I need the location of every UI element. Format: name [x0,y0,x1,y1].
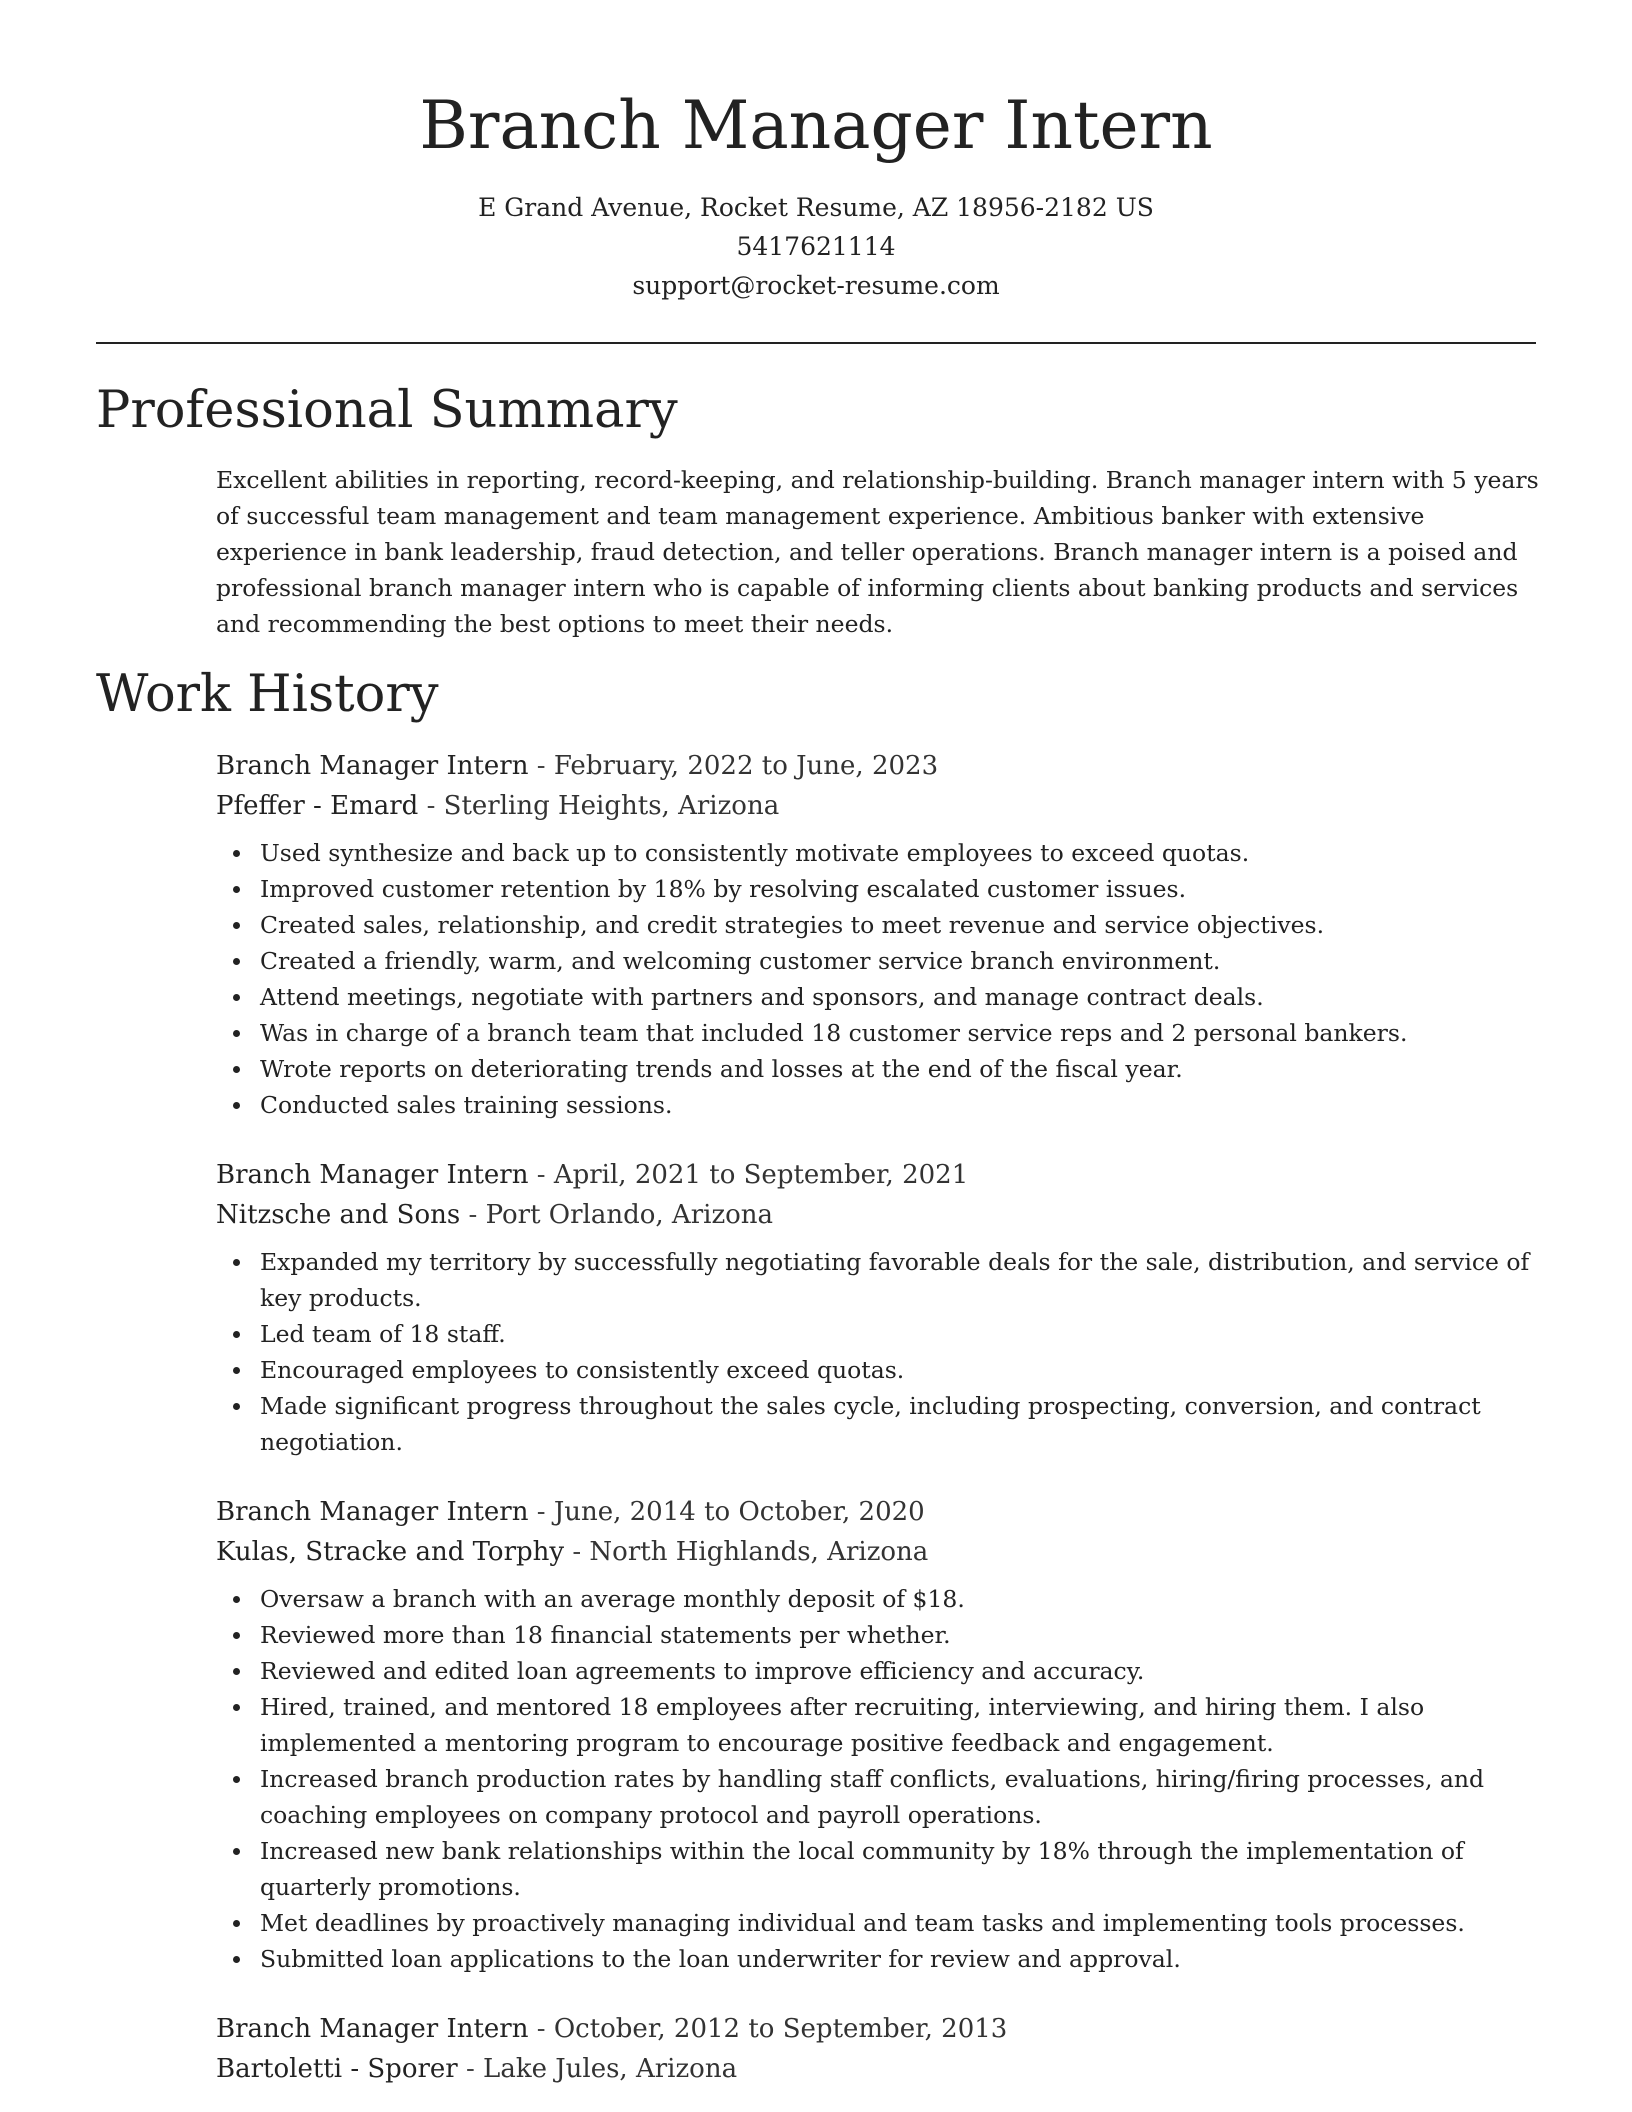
bullet-item: Increased new bank relationships within the local community by 18% through the implementation of quarterly promotions. [216,1833,1542,1905]
bullet-item: Met deadlines by proactively managing individual and team tasks and implementing tools processes. [216,1905,1542,1941]
job-entry [216,1155,1542,1460]
bullet-item: Conducted sales training sessions. [216,1087,1542,1123]
bullet-item: Led team of 18 staff. [216,1316,1542,1352]
bullet-item: Created a friendly, warm, and welcoming customer service branch environment. [216,943,1542,979]
job-title-line [216,746,1542,786]
job-role: Branch Manager Intern [216,1160,529,1190]
job-dates: October, 2012 to September, 2013 [553,2014,1008,2044]
bullet-item: Submitted loan applications to the loan underwriter for review and approval. [216,1941,1542,1977]
job-company-line [216,1532,1542,1572]
bullet-item: Wrote reports on deteriorating trends and losses at the end of the fiscal year. [216,1051,1542,1087]
work-history-list [216,746,1542,2089]
job-entry [216,1492,1542,1977]
bullet-item: Reviewed and edited loan agreements to improve efficiency and accuracy. [216,1653,1542,1689]
summary-heading: Professional Summary [96,381,678,440]
separator: - [528,1497,554,1527]
bullet-item: Expanded my territory by successfully negotiating favorable deals for the sale, distribution, and service of key products. [216,1244,1542,1316]
contact-phone: 5417621114 [736,232,896,261]
job-dates: February, 2022 to June, 2023 [553,751,939,781]
summary-text: Excellent abilities in reporting, record-keeping, and relationship-building. Branch manager intern with 5 years of successful team management and team management experience. Ambitious banker with extensive experience in bank leadership, fraud detection, and teller operations. Branch manager intern is a poised and professional branch manager intern who is capable of informing clients about banking products and services and recommending the best options to meet their needs. [216,466,1539,638]
job-company: Nitzsche and Sons [216,1200,461,1230]
job-entry [216,746,1542,1123]
separator: - [528,751,554,781]
separator: - [418,791,444,821]
bullet-item: Encouraged employees to consistently exceed quotas. [216,1352,1542,1388]
contact-email: support@rocket-resume.com [632,271,1000,300]
job-bullets [216,1581,1542,1977]
job-role: Branch Manager Intern [216,751,529,781]
job-title-line [216,1492,1542,1532]
separator: - [528,1160,554,1190]
job-entry [216,2009,1542,2089]
job-role: Branch Manager Intern [216,1497,529,1527]
work-history-heading: Work History [96,665,439,724]
bullet-item: Hired, trained, and mentored 18 employees after recruiting, interviewing, and hiring them. I also implemented a mentoring program to encourage positive feedback and engagement. [216,1689,1542,1761]
contact-address: E Grand Avenue, Rocket Resume, AZ 18956-2182 US [478,193,1154,222]
header-divider [96,342,1536,344]
bullet-item: Used synthesize and back up to consistently motivate employees to exceed quotas. [216,835,1542,871]
job-company: Pfeffer - Emard [216,791,419,821]
job-bullets [216,1244,1542,1460]
bullet-item: Reviewed more than 18 financial statements per whether. [216,1617,1542,1653]
job-role: Branch Manager Intern [216,2014,529,2044]
separator: - [528,2014,554,2044]
job-bullets [216,835,1542,1123]
job-location: Sterling Heights, Arizona [443,791,780,821]
job-company: Kulas, Stracke and Torphy [216,1537,565,1567]
separator: - [460,1200,486,1230]
bullet-item: Created sales, relationship, and credit strategies to meet revenue and service objectives. [216,907,1542,943]
bullet-item: Attend meetings, negotiate with partners and sponsors, and manage contract deals. [216,979,1542,1015]
separator: - [564,1537,590,1567]
job-company-line [216,1195,1542,1235]
job-dates: April, 2021 to September, 2021 [553,1160,969,1190]
bullet-item: Oversaw a branch with an average monthly deposit of $18. [216,1581,1542,1617]
job-title-line [216,1155,1542,1195]
bullet-item: Improved customer retention by 18% by resolving escalated customer issues. [216,871,1542,907]
job-title-line [216,2009,1542,2049]
job-dates: June, 2014 to October, 2020 [553,1497,925,1527]
bullet-item: Increased branch production rates by handling staff conflicts, evaluations, hiring/firing processes, and coaching employees on company protocol and payroll operations. [216,1761,1542,1833]
contact-info [0,188,1632,305]
bullet-item: Was in charge of a branch team that included 18 customer service reps and 2 personal bankers. [216,1015,1542,1051]
job-location: Port Orlando, Arizona [485,1200,774,1230]
bullet-item: Made significant progress throughout the sales cycle, including prospecting, conversion, and contract negotiation. [216,1388,1542,1460]
resume-header [0,82,1632,305]
job-company-line [216,2049,1542,2089]
job-location: Lake Jules, Arizona [483,2054,738,2084]
job-company-line [216,786,1542,826]
job-location: North Highlands, Arizona [589,1537,929,1567]
job-company: Bartoletti - Sporer [216,2054,458,2084]
separator: - [457,2054,484,2084]
candidate-name: Branch Manager Intern [419,87,1213,164]
